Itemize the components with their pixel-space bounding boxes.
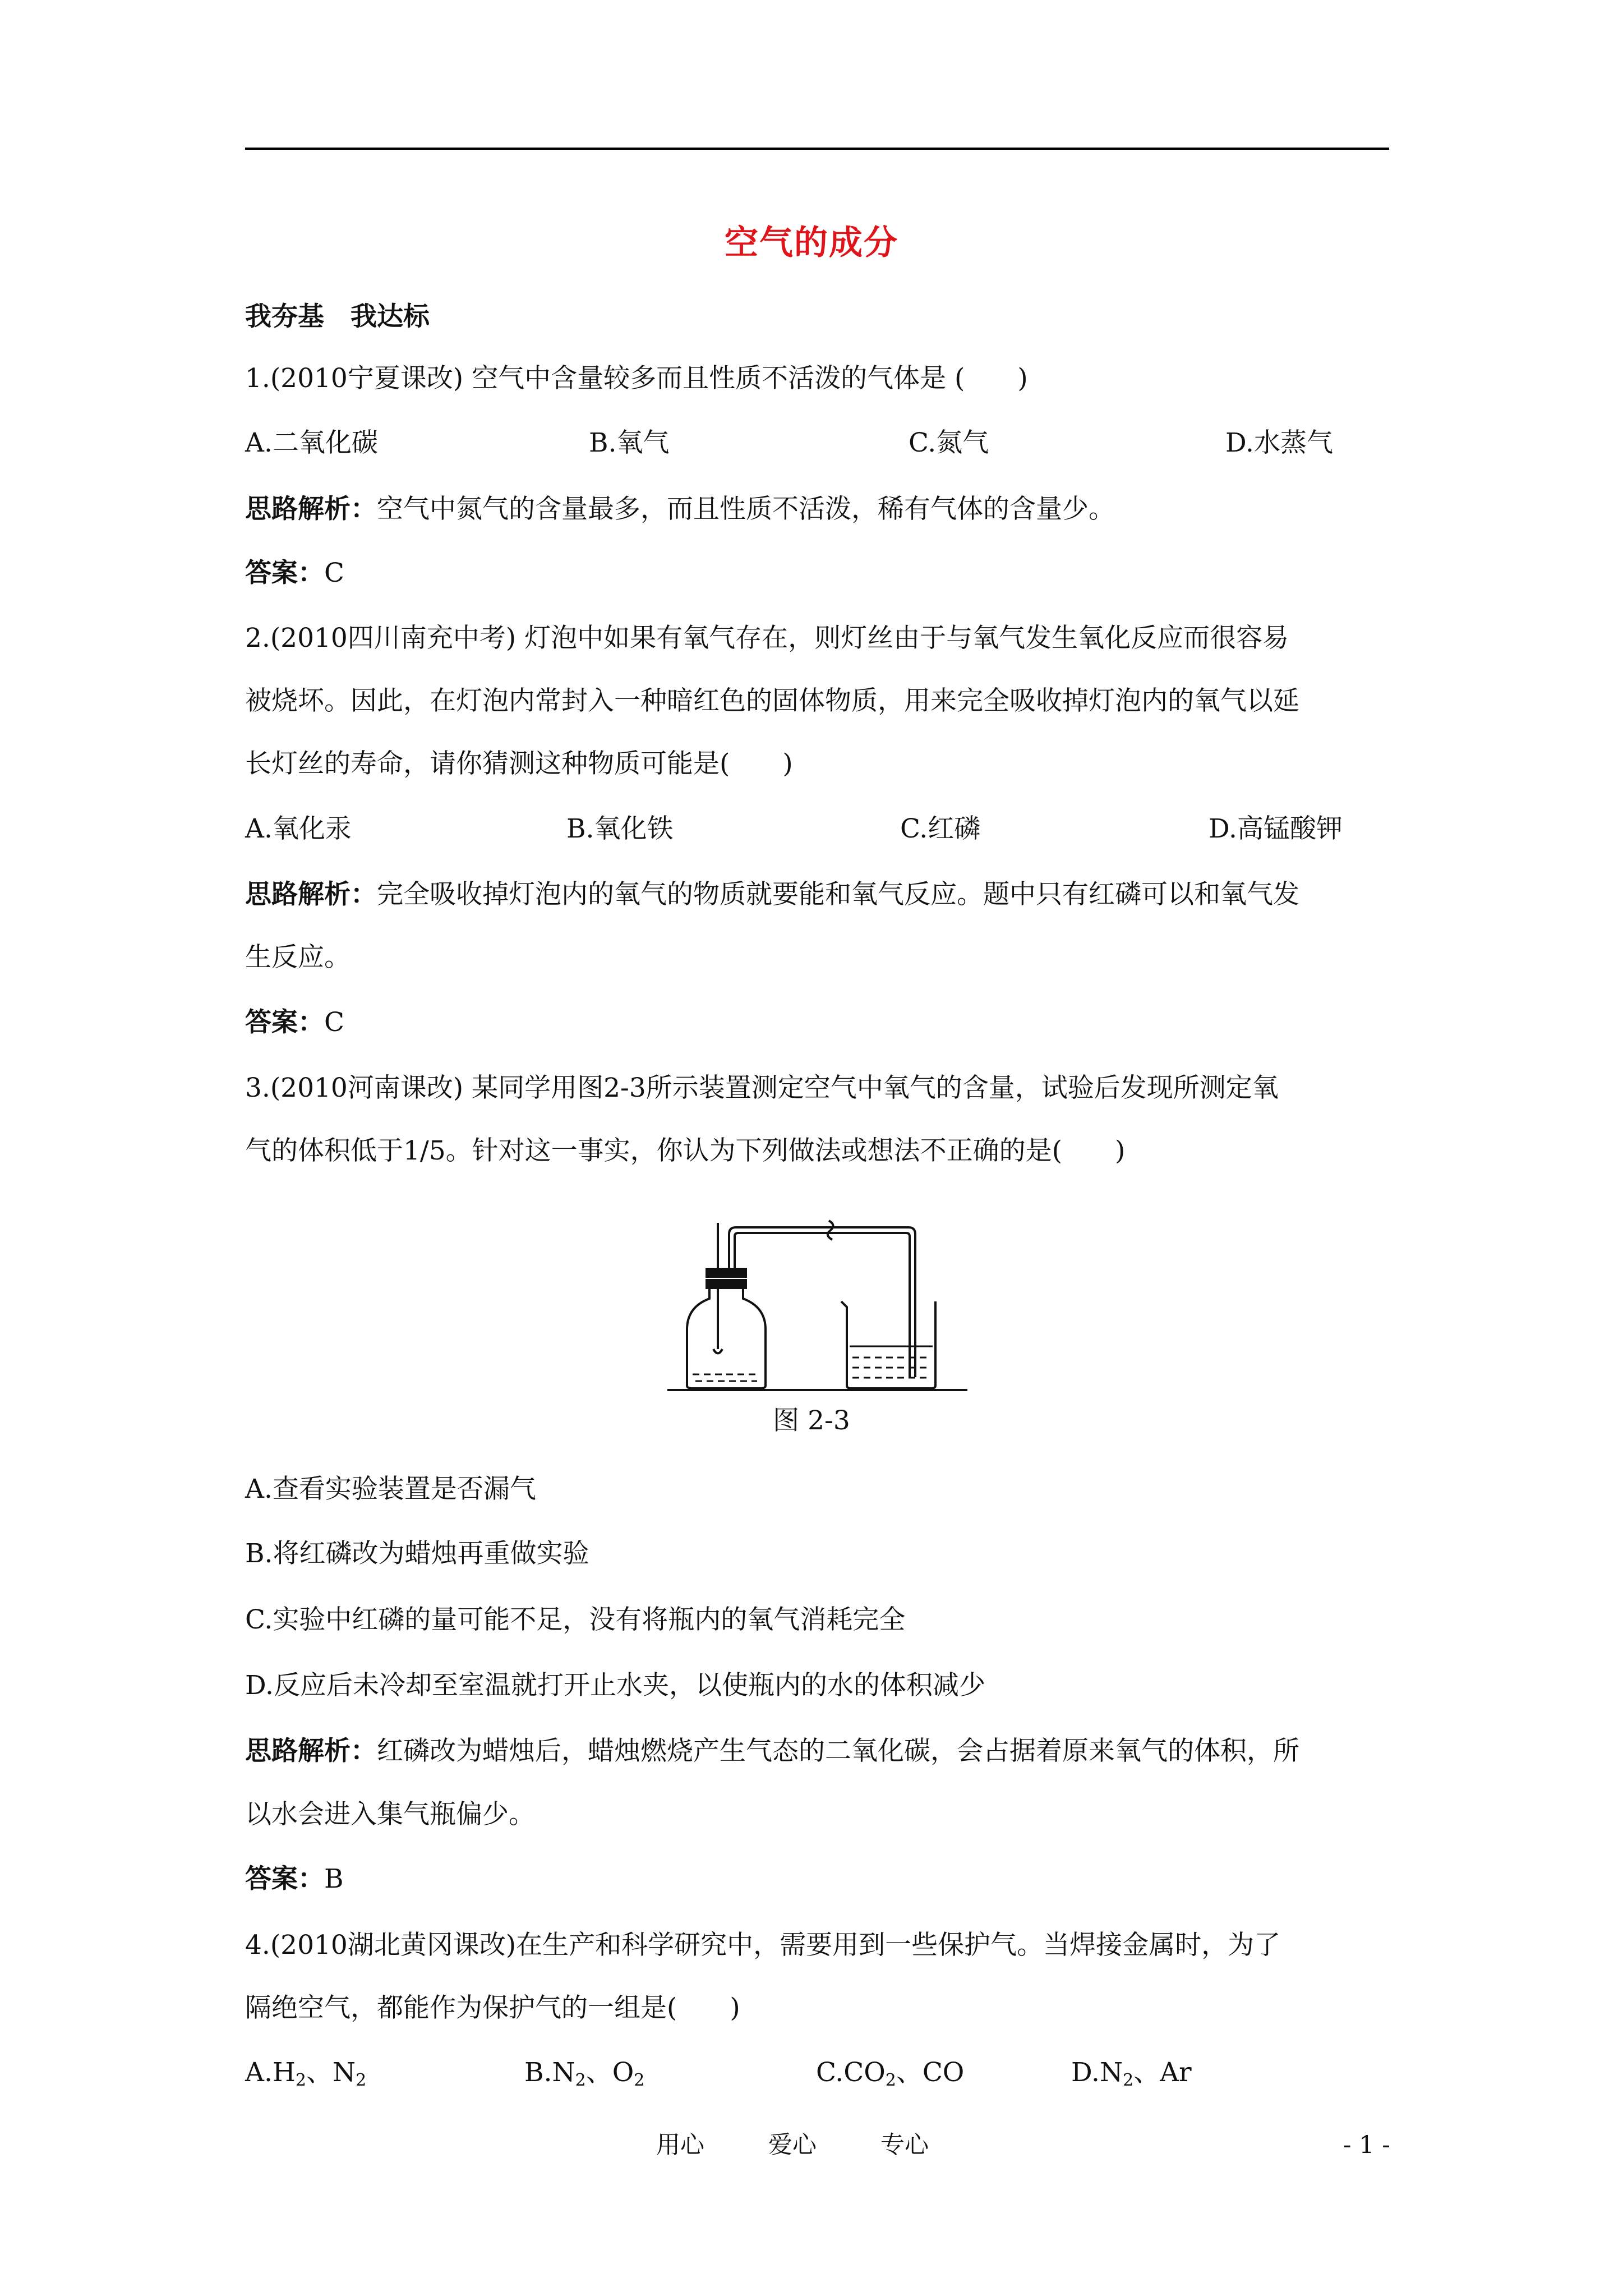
page-title: 空气的成分 [725,223,898,263]
q1-option-c: C.氮气 [909,427,989,458]
answer-label: 答案： [245,1864,324,1894]
q2-stem-line-1: 2.(2010四川南充中考) 灯泡中如果有氧气存在，则灯丝由于与氧气发生氧化反应而很容易 [245,623,1289,654]
stopper-top [707,1269,746,1277]
page-number: - 1 - [1343,2131,1390,2159]
q3-answer-value: B [324,1864,344,1894]
q2-answer-value: C [324,1007,344,1038]
q3-option-a: A.查看实验装置是否漏气 [245,1474,536,1504]
q2-option-d: D.高锰酸钾 [1209,813,1343,844]
analysis-label: 思路解析： [245,494,377,524]
q3-option-c: C.实验中红磷的量可能不足，没有将瓶内的氧气消耗完全 [245,1604,906,1635]
q1-analysis [245,493,1115,526]
q1-analysis-text: 空气中氮气的含量最多，而且性质不活泼，稀有气体的含量少。 [377,494,1115,524]
q2-option-a: A.氧化汞 [245,813,352,844]
q2-option-c: C.红磷 [900,813,981,844]
q4-stem-line-2: 隔绝空气，都能作为保护气的一组是( ) [245,1993,740,2023]
q3-option-d: D.反应后未冷却至室温就打开止水夹，以使瓶内的水的体积减少 [245,1670,985,1701]
q2-analysis-line-2: 生反应。 [245,942,351,973]
stopper-bottom [707,1280,746,1288]
beaker [841,1301,935,1388]
q3-analysis-line-1 [245,1734,1299,1768]
q2-analysis-text-1: 完全吸收掉灯泡内的氧气的物质就要能和氧气反应。题中只有红磷可以和氧气发 [377,879,1299,910]
q2-answer [245,1006,344,1039]
q3-stem-line-2: 气的体积低于1/5。针对这一事实，你认为下列做法或想法不正确的是( ) [245,1135,1126,1166]
q4-option-d: $D.N_2$、Ar [1071,2057,1192,2090]
glass-tube-inner [735,1233,910,1377]
q2-analysis-line-1 [245,878,1299,912]
footer-motto-2: 爱心 [768,2131,817,2159]
q1-answer [245,556,344,590]
analysis-label: 思路解析： [245,1736,377,1766]
footer-motto-3: 专心 [880,2131,929,2159]
q1-option-a: A.二氧化碳 [245,427,378,458]
q4-stem-line-1: 4.(2010湖北黄冈课改)在生产和科学研究中，需要用到一些保护气。当焊接金属时，为了 [245,1930,1281,1961]
answer-label: 答案： [245,1007,324,1038]
q4-option-a: $A.H_2$、$N_2$ [245,2057,367,2090]
q2-stem-line-2: 被烧坏。因此，在灯泡内常封入一种暗红色的固体物质，用来完全吸收掉灯泡内的氧气以延 [245,685,1299,716]
glass-tube [729,1227,915,1377]
footer-motto-1: 用心 [656,2131,704,2159]
q4-option-b: $B.N_2$、$O_2$ [524,2057,645,2090]
answer-label: 答案： [245,558,324,588]
q3-analysis-line-2: 以水会进入集气瓶偏少。 [245,1799,535,1830]
q2-stem-line-3: 长灯丝的寿命，请你猜测这种物质可能是( ) [245,748,793,779]
q3-stem-line-1: 3.(2010河南课改) 某同学用图2-3所示装置测定空气中氧气的含量，试验后发现所测定氧 [245,1073,1279,1103]
analysis-label: 思路解析： [245,879,377,910]
q3-answer [245,1862,344,1896]
q1-option-d: D.水蒸气 [1225,427,1333,458]
header-rule [245,148,1389,150]
q3-option-b: B.将红磷改为蜡烛再重做实验 [245,1538,589,1569]
q4-option-c: $C.CO_2$、CO [816,2057,965,2090]
section-heading: 我夯基 我达标 [245,301,430,332]
apparatus-figure [662,1217,976,1397]
q1-answer-value: C [324,558,344,588]
collecting-bottle [687,1287,766,1388]
q1-option-b: B.氧气 [589,427,670,458]
figure-caption: 图 2-3 [773,1405,850,1436]
water-stop-clamp [828,1221,833,1240]
combustion-spoon [713,1349,722,1354]
q1-stem: 1.(2010宁夏课改) 空气中含量较多而且性质不活泼的气体是 ( ) [245,363,1028,394]
q2-option-b: B.氧化铁 [566,813,674,844]
q3-analysis-text-1: 红磷改为蜡烛后，蜡烛燃烧产生气态的二氧化碳，会占据着原来氧气的体积，所 [377,1736,1299,1766]
